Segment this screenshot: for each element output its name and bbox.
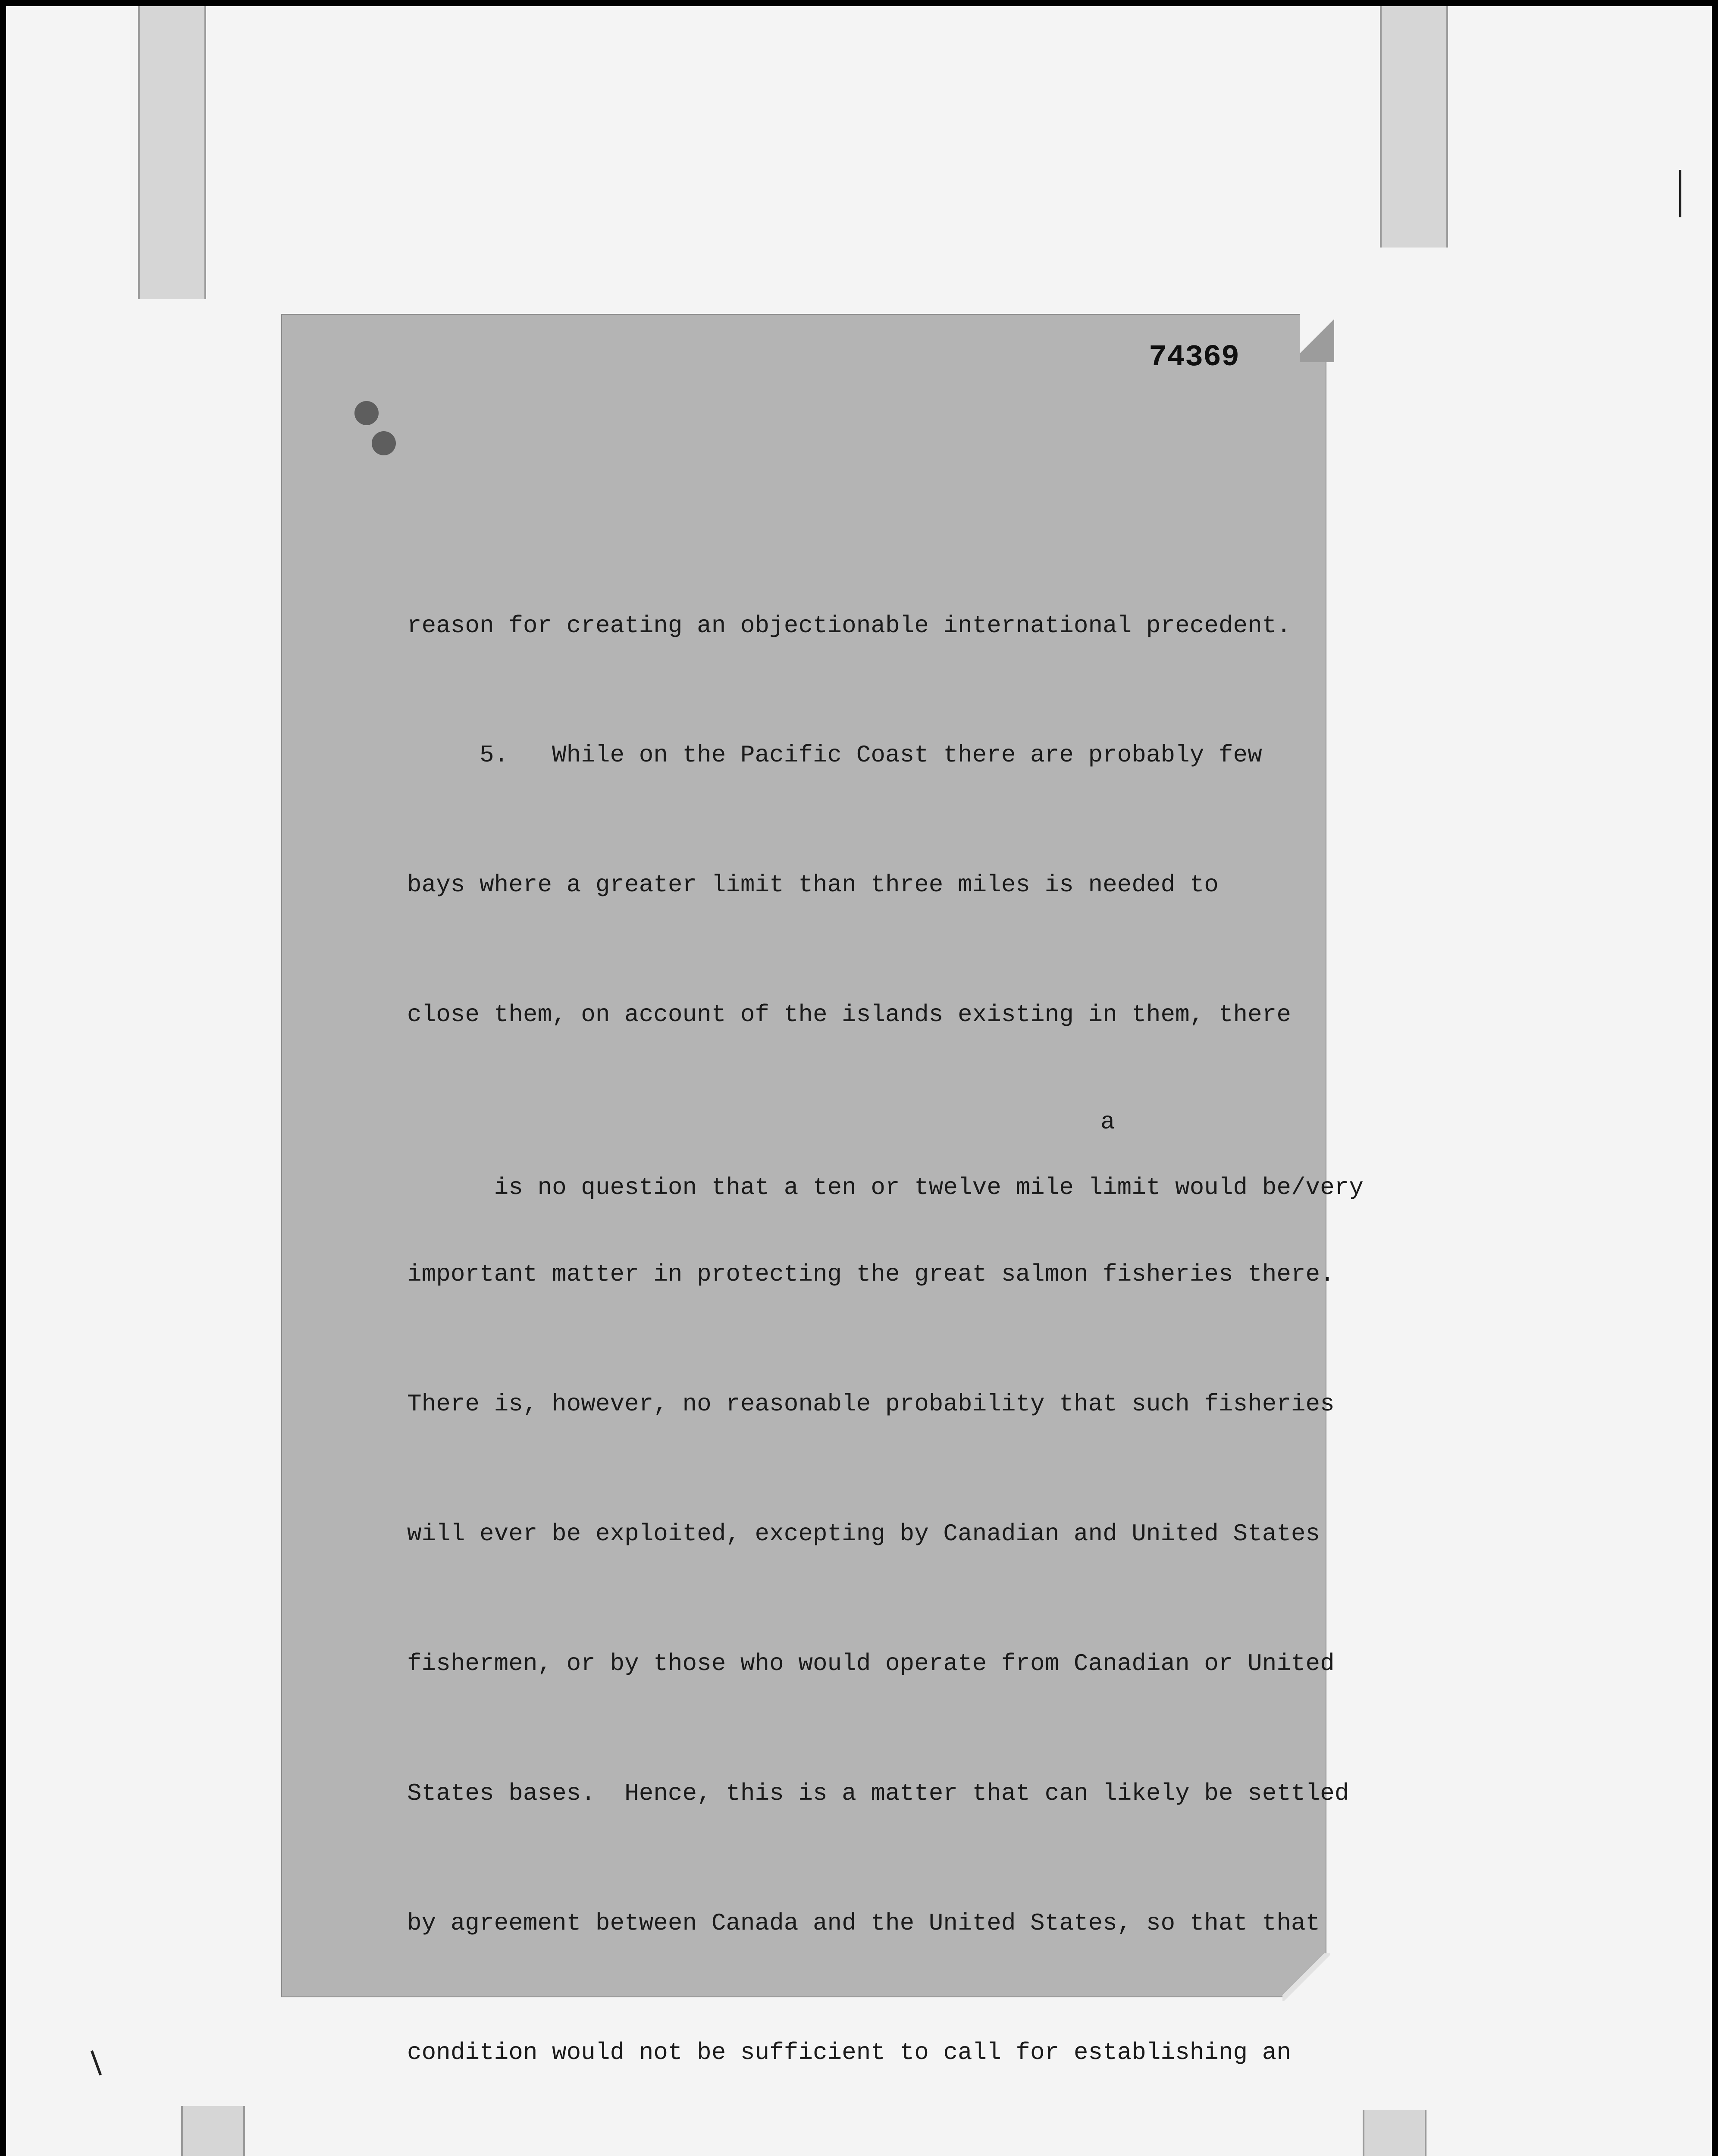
margin-mark-right (1679, 170, 1681, 217)
text-line: condition would not be sufficient to call for establishing an (407, 2039, 1291, 2067)
text-line: important matter in protecting the great salmon fisheries there. (407, 1260, 1335, 1288)
page-number: 74369 (1148, 341, 1239, 375)
text-line: will ever be exploited, excepting by Canadian and United States (407, 1520, 1320, 1548)
punch-hole-1 (354, 401, 379, 425)
text-line-content: is no question that a ten or twelve mile limit would be/very (494, 1174, 1364, 1202)
document-body (407, 517, 1364, 2156)
text-line: States bases. Hence, this is a matter that can likely be settled (407, 1779, 1349, 1807)
tape-strip-bottom-right (1363, 2110, 1426, 2156)
folded-corner-bottom (1282, 1953, 1330, 2001)
typed-document-page (282, 315, 1364, 2067)
text-line: bays where a greater limit than three miles is needed to (407, 871, 1219, 899)
tape-strip-top-left (138, 6, 206, 299)
text-line: by agreement between Canada and the United States, so that that (407, 1909, 1320, 1937)
text-line: fishermen, or by those who would operate from Canadian or United (407, 1649, 1335, 1677)
folded-corner-top (1300, 310, 1334, 362)
interlinear-insertion: a (1100, 1108, 1115, 1136)
tape-strip-top-right (1380, 6, 1448, 248)
punch-hole-2 (372, 431, 396, 455)
tape-strip-bottom-left (181, 2106, 245, 2156)
text-line: close them, on account of the islands existing in them, there (407, 1001, 1291, 1029)
text-line: reason for creating an objectionable international precedent. (407, 611, 1291, 639)
text-line: There is, however, no reasonable probability that such fisheries (407, 1390, 1335, 1418)
text-line: 5. While on the Pacific Coast there are probably few (407, 741, 1262, 769)
text-line (407, 1108, 1364, 1202)
margin-mark-left (91, 2050, 102, 2075)
